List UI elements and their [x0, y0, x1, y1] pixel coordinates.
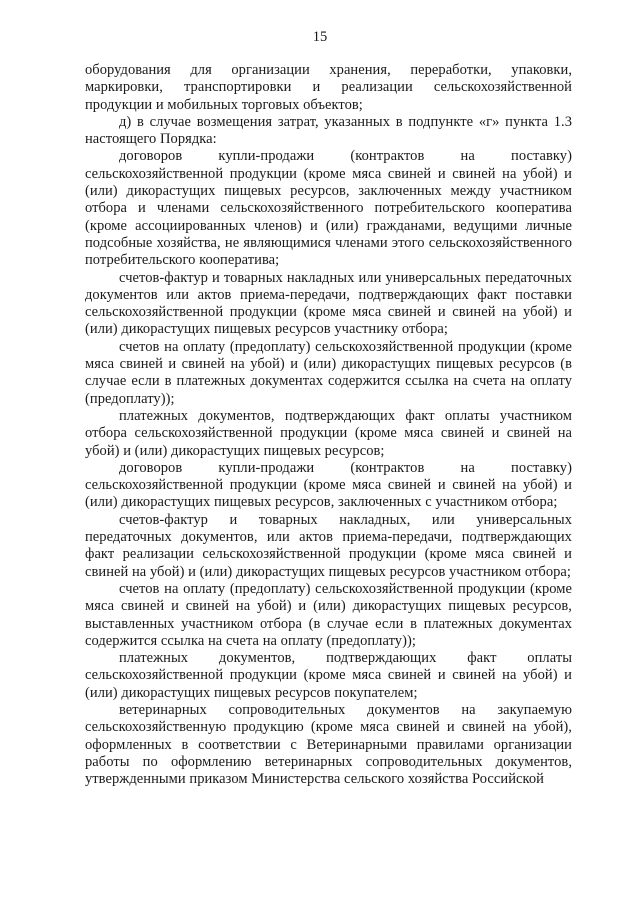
body-text [85, 62, 572, 788]
paragraph-sale-contracts: договоров купли-продажи (контрактов на поставку) сельскохозяйственной продукции (кроме мяса свиней и свиней на убой) и (или) дикорастущих пищевых ресурсов, заключенных с участником отбора; [85, 459, 572, 511]
paragraph-payment-bills: счетов на оплату (предоплату) сельскохозяйственной продукции (кроме мяса свиней и свиней на убой) и (или) дикорастущих пищевых ресурсов (в случае если в платежных документах содержится ссылка на счета на оплату (предоплату)); [85, 338, 572, 407]
paragraph-equipment-continuation: оборудования для организации хранения, переработки, упаковки, маркировки, транспортировки и реализации сельскохозяйственной продукции и мобильных торговых объектов; [85, 62, 572, 113]
paragraph-buyer-payments: платежных документов, подтверждающих факт оплаты сельскохозяйственной продукции (кроме мяса свиней и свиней на убой) и (или) дикорастущих пищевых ресурсов покупателем; [85, 650, 572, 701]
paragraph-payment-documents: платежных документов, подтверждающих факт оплаты участником отбора сельскохозяйственной продукции (кроме мяса свиней и свиней на убой) и (или) дикорастущих пищевых ресурсов; [85, 407, 572, 459]
paragraph-supply-invoices: счетов-фактур и товарных накладных или универсальных передаточных документов или актов приема-передачи, подтверждающих факт поставки сельскохозяйственной продукции (кроме мяса свиней и свиней на убой) и (или) дикорастущих пищевых ресурсов участнику отбора; [85, 269, 572, 338]
paragraph-purchase-contracts: договоров купли-продажи (контрактов на поставку) сельскохозяйственной продукции (кроме мяса свиней и свиней на убой) и (или) дикорастущих пищевых ресурсов, заключенных между участником отбора и членами сельскохозяйственного потребительского кооператива (кроме ассоциированных членов) и (или) гражданами, ведущими личные подсобные хозяйства, не являющимися членами этого сельскохозяйственного потребительского кооператива; [85, 148, 572, 269]
paragraph-issued-bills: счетов на оплату (предоплату) сельскохозяйственной продукции (кроме мяса свиней и свиней на убой) и (или) дикорастущих пищевых ресурсов, выставленных участником отбора (в случае если в платежных документах содержится ссылка на счета на оплату (предоплату)); [85, 580, 572, 649]
paragraph-sale-invoices: счетов-фактур и товарных накладных, или универсальных передаточных документов, или актов приема-передачи, подтверждающих факт реализации сельскохозяйственной продукции (кроме мяса свиней и свиней на убой) и (или) дикорастущих пищевых ресурсов участником отбора; [85, 511, 572, 580]
page-number: 15 [312, 29, 328, 45]
paragraph-veterinary-documents: ветеринарных сопроводительных документов на закупаемую сельскохозяйственную продукцию (кроме мяса свиней и свиней на убой), оформленных в соответствии с Ветеринарными правилами организации работы по оформлению ветеринарных сопроводительных документов, утвержденными приказом Министерства сельского хозяйства Российской [85, 701, 572, 788]
paragraph-subitem-d: д) в случае возмещения затрат, указанных в подпункте «г» пункта 1.3 настоящего Порядка: [85, 113, 572, 148]
